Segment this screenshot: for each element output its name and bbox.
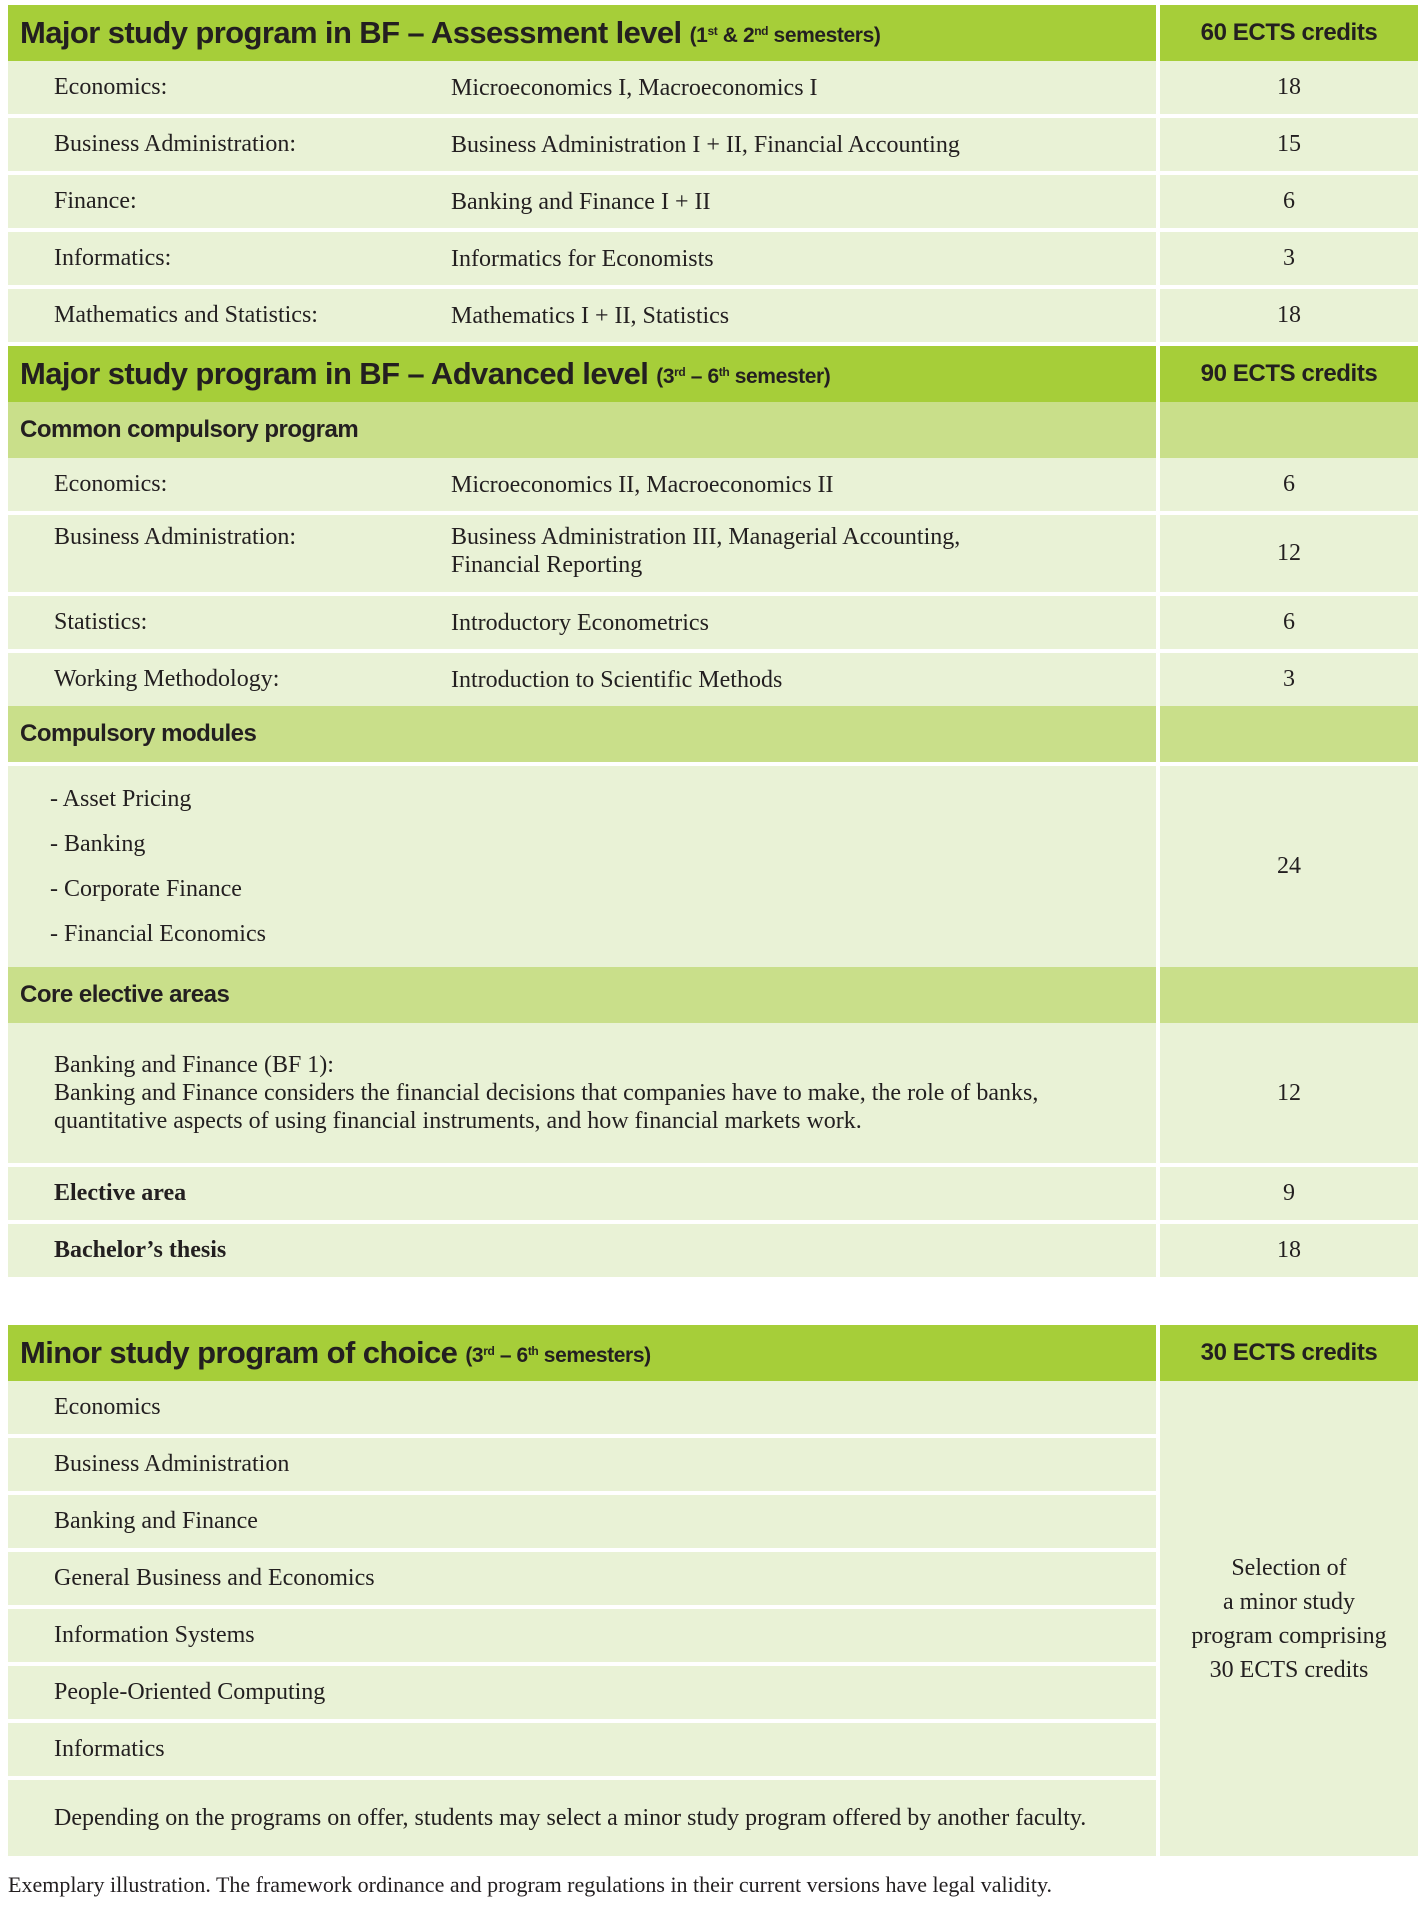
- section-title: Major study program in BF – Advanced level: [20, 356, 649, 391]
- courses: Microeconomics I, Macroeconomics I: [451, 74, 818, 101]
- credits: 18: [1160, 289, 1418, 342]
- footer-note: Exemplary illustration. The framework ordinance and program regulations in their current versions have legal validity.: [8, 1872, 1053, 1897]
- list-item: - Financial Economics: [50, 920, 266, 947]
- minor-list: [8, 1381, 1156, 1856]
- courses: Informatics for Economists: [451, 245, 714, 272]
- credits: 3: [1160, 653, 1418, 706]
- modules-row: [8, 766, 1418, 967]
- section-subtitle: (3rd – 6th semesters): [465, 1344, 651, 1367]
- list-item: Depending on the programs on offer, students may select a minor study program offered by another faculty.: [8, 1780, 1156, 1856]
- compulsory-modules-subheader: [8, 706, 1418, 762]
- area-label: Finance:: [54, 188, 137, 214]
- table-row: [8, 596, 1418, 649]
- table-row: [8, 61, 1418, 114]
- list-item: Economics: [8, 1381, 1156, 1434]
- courses: Microeconomics II, Macroeconomics II: [451, 471, 834, 498]
- area-label: Economics:: [54, 471, 168, 497]
- courses: Banking and Finance I + II: [451, 188, 711, 215]
- core-elective-description: Banking and Finance considers the financial decisions that companies have to make, the role of banks, quantitative aspects of using financial instruments, and how financial markets work.: [54, 1080, 1039, 1134]
- list-item: General Business and Economics: [8, 1552, 1156, 1605]
- table-row: [8, 515, 1418, 592]
- table-row: [8, 232, 1418, 285]
- subheader-label: Common compulsory program: [8, 402, 1156, 458]
- subheader-label: Core elective areas: [8, 967, 1156, 1023]
- list-item: - Asset Pricing: [50, 785, 192, 812]
- courses: Introductory Econometrics: [451, 609, 709, 636]
- module-list: [8, 766, 1156, 967]
- area-label: Informatics:: [54, 245, 172, 271]
- section-subtitle: (3rd – 6th semester): [656, 365, 831, 388]
- section-subtitle: (1st & 2nd semesters): [689, 24, 881, 47]
- assessment-level-table: [8, 5, 1418, 342]
- core-elective-row: [8, 1023, 1418, 1163]
- table-row: [8, 118, 1418, 171]
- area-label: Mathematics and Statistics:: [54, 302, 318, 328]
- credits: 24: [1160, 766, 1418, 967]
- minor-program-table: [8, 1325, 1418, 1856]
- area-label: Economics:: [54, 74, 168, 100]
- table-row: [8, 458, 1418, 511]
- area-label: Business Administration:: [54, 524, 297, 550]
- courses: Business Administration I + II, Financial Accounting: [451, 131, 960, 158]
- area-label: Statistics:: [54, 609, 148, 635]
- credits: 15: [1160, 118, 1418, 171]
- credits: 6: [1160, 458, 1418, 511]
- elective-area-row: [8, 1167, 1418, 1220]
- credits: 18: [1160, 1224, 1418, 1277]
- thesis-label: Bachelor’s thesis: [8, 1224, 1156, 1277]
- subheader-label: Compulsory modules: [8, 706, 1156, 762]
- area-label: Business Administration:: [54, 131, 297, 157]
- credits: 9: [1160, 1167, 1418, 1220]
- advanced-level-table: [8, 346, 1418, 1277]
- list-item: Informatics: [8, 1723, 1156, 1776]
- table-row: [8, 653, 1418, 706]
- assessment-header: [8, 5, 1418, 61]
- table-row: [8, 289, 1418, 342]
- courses: Introduction to Scientific Methods: [451, 666, 783, 693]
- core-elective-subheader: [8, 967, 1418, 1023]
- elective-area-label: Elective area: [8, 1167, 1156, 1220]
- section-credits: 60 ECTS credits: [1160, 5, 1418, 61]
- minor-header: [8, 1325, 1418, 1381]
- list-item: Business Administration: [8, 1438, 1156, 1491]
- table-row: [8, 175, 1418, 228]
- list-item: - Corporate Finance: [50, 875, 242, 902]
- area-label: Working Methodology:: [54, 666, 280, 692]
- section-title: Major study program in BF – Assessment level: [20, 15, 682, 50]
- advanced-header: [8, 346, 1418, 402]
- credits: 6: [1160, 596, 1418, 649]
- thesis-row: [8, 1224, 1418, 1277]
- list-item: - Banking: [50, 830, 146, 857]
- credits: 3: [1160, 232, 1418, 285]
- credits: 12: [1160, 515, 1418, 592]
- minor-selection-note: Selection of a minor study program comprising 30 ECTS credits: [1160, 1381, 1418, 1856]
- common-compulsory-subheader: [8, 402, 1418, 458]
- core-elective-title: Banking and Finance (BF 1):: [54, 1052, 334, 1078]
- section-credits: 30 ECTS credits: [1160, 1325, 1418, 1381]
- section-title: Minor study program of choice: [20, 1335, 458, 1370]
- courses: Mathematics I + II, Statistics: [451, 302, 730, 329]
- credits: 6: [1160, 175, 1418, 228]
- list-item: Information Systems: [8, 1609, 1156, 1662]
- credits: 18: [1160, 61, 1418, 114]
- list-item: Banking and Finance: [8, 1495, 1156, 1548]
- credits: 12: [1160, 1023, 1418, 1163]
- list-item: People-Oriented Computing: [8, 1666, 1156, 1719]
- courses: Business Administration III, Managerial Accounting, Financial Reporting: [451, 524, 961, 578]
- section-credits: 90 ECTS credits: [1160, 346, 1418, 402]
